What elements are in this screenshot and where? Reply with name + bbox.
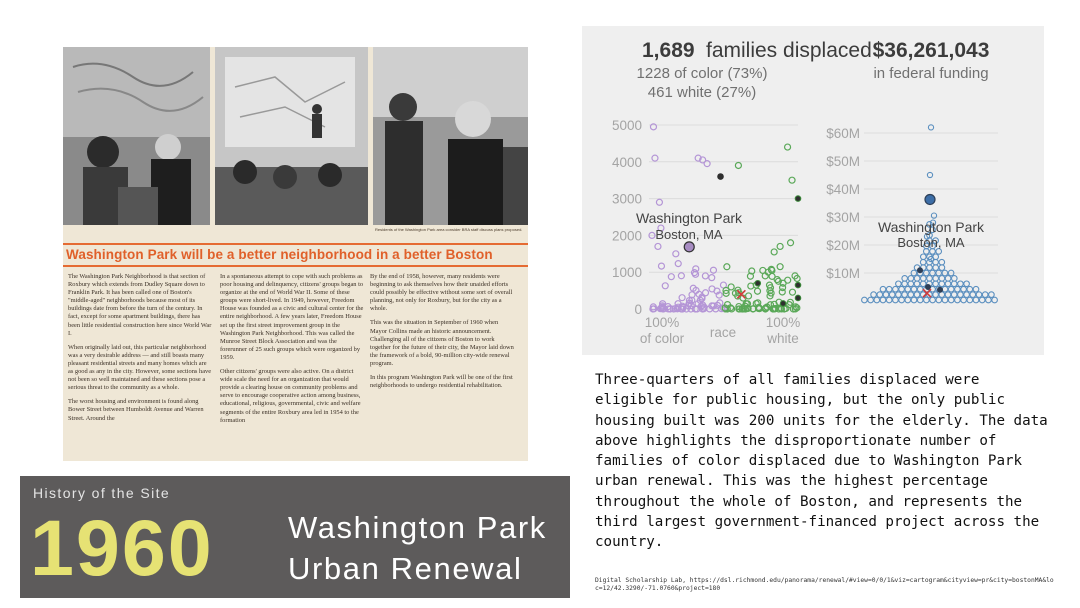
meeting-photo-3 [373,47,528,225]
data-point [961,286,967,292]
data-point [945,292,951,298]
data-point [939,276,945,282]
data-point [952,276,958,282]
white-families: 461 white (27%) [647,84,757,101]
brochure-headline: Washington Park will be a better neighborhood in a better Boston [66,247,493,262]
data-point [973,286,979,292]
data-point [902,281,908,287]
emphasis-point [780,301,786,307]
highlight-sublabel: Boston, MA [897,235,965,250]
data-point [927,265,933,271]
data-point [871,292,877,298]
data-point [908,281,914,287]
data-point [921,276,927,282]
banner-title-line-1: Washington Park [288,510,547,545]
data-point [958,281,964,287]
x-end-label: white [767,331,799,346]
data-point [902,292,908,298]
data-point [951,292,957,298]
meeting-photo-2 [215,47,368,225]
description-text: Three-quarters of all families displaced were eligible for public housing, but the only public housing built was 200 units for the elderly. The data above highlights the disproportionate number of families of color displaced due to Washington Park urban renewal. This was the highest percentage throughout the whole of Boston, and represents the third largest government-financed project across the country. [595,372,1048,551]
data-point [774,277,780,283]
data-point [896,292,902,298]
paragraph: In a spontaneous attempt to cope with such problems as poor housing and delinquency, citizens' groups began to organize at the end of World War II. Some of these groups were short-lived. In 1949, however, Freedom House was founded as a civic and cultural center for the entire neighborhood. A few years later, Freedom House set up the first street improvement group in the Washington Park Neighborhood. This was called the Munroe Street Block Association and was the forerunner of 25 such groups which were organized by 1959. [220,273,364,361]
y-tick-label: $20M [826,238,860,253]
y-tick-label: $50M [826,154,860,169]
data-point [886,297,892,303]
banner-year: 1960 [30,503,214,592]
data-point [951,281,957,287]
data-point [927,259,933,265]
paragraph: This was the situation in September of 1960 when Mayor Collins made an historic announcement. Challenging all of the citizens of Boston to work together for the future of their city, the Mayor laid down the framework of a bold, 90-million city-wide renewal program. [370,319,514,367]
data-point [939,281,945,287]
y-tick-label: $60M [826,126,860,141]
emphasis-point [926,285,931,290]
data-point [679,295,685,301]
data-point [939,265,945,271]
data-point [939,259,945,265]
data-point [893,286,899,292]
emphasis-point [795,196,801,202]
data-point [652,155,658,161]
data-point [914,292,920,298]
data-point [905,297,911,303]
data-point [862,297,868,303]
data-point [920,259,926,265]
data-point [921,254,927,260]
data-point [942,286,948,292]
data-point [979,297,985,303]
chart-svg [582,26,1044,355]
data-point [868,297,874,303]
data-point [880,297,886,303]
data-point [933,265,939,271]
data-point [945,281,951,287]
data-point [982,292,988,298]
data-point [777,243,783,249]
data-point [933,276,939,282]
headline-rule-bottom [63,265,528,267]
data-point [986,297,992,303]
title-banner [20,476,570,598]
data-point [933,292,939,298]
data-point [948,297,954,303]
headline-rule-top [63,243,528,245]
data-point [905,286,911,292]
data-point [970,292,976,298]
data-point [902,276,908,282]
paragraph: When originally laid out, this particular neighborhood was a very desirable address — and still boasts many pleasant residential streets and many homes which are as good as any in the city. However, some sections have not been so well maintained and these sections pose a serious threat to the community as a whole. [68,343,212,392]
data-point [964,292,970,298]
data-point [927,276,933,282]
data-point [675,261,681,267]
data-point [735,162,741,168]
data-point [920,281,926,287]
paragraph: Other citizens' groups were also active. On a district wide scale the need for an organization that would provide a clearing house on community problems and serve to encourage cooperative action among business, educational, religious, governmental, civic and welfare segments of the entire Roxbury area led in 1954 to the formation [220,368,361,424]
x-end-label: 100% [644,315,680,330]
paragraph: In this program Washington Park will be one of the first neighborhoods to undergo residential rehabilitation. [370,374,513,390]
washington-park-point [925,194,935,204]
y-tick-label: 5000 [611,118,642,133]
data-point [908,292,914,298]
data-point [930,297,936,303]
chart-panel [582,26,1044,355]
data-point [678,273,684,279]
data-point [755,288,761,294]
paragraph: By the end of 1958, however, many residents were beginning to ask themselves how their unaided efforts could possibly be effective without some sort of overall planning, not only for Roxbury, but for the city as a whole. [370,273,513,313]
data-point [658,263,664,269]
brochure-column-2 [220,273,365,431]
data-point [955,286,961,292]
families-count: 1,689 [642,39,695,62]
data-point [655,243,661,249]
data-point [889,292,895,298]
data-point [709,275,715,281]
y-tick-label: 4000 [611,154,642,170]
data-point [964,281,970,287]
emphasis-point [938,287,943,292]
data-point [917,297,923,303]
data-point [673,251,679,257]
data-point [976,292,982,298]
data-point [942,297,948,303]
data-point [928,125,933,130]
data-point [789,289,795,295]
data-point [945,276,951,282]
photo-caption: Residents of the Washington Park area consider BRA staff discuss plans proposed. [375,227,523,232]
data-point [668,274,674,280]
data-point [989,292,995,298]
data-point [908,276,914,282]
data-point [779,289,785,295]
data-point [973,297,979,303]
y-tick-label: $40M [826,182,860,197]
highlight-label: Washington Park [877,219,985,235]
paragraph: The Washington Park Neighborhood is that section of Roxbury which extends from Dudley Square down to Franklin Park. It has been called one of Boston's "middle-aged" neighborhoods because most of its buildings date from before the turn of the century. In fact, except for some apartment buildings, there has been little residential construction here since World War I. [68,273,212,337]
banner-title-line-2: Urban Renewal [288,551,523,586]
data-point [886,286,892,292]
x-axis-label: race [709,325,737,340]
data-point [893,297,899,303]
emphasis-point [918,268,923,273]
y-tick-label: 1000 [611,265,642,281]
meeting-photo-1 [63,47,210,225]
funding-amount: $36,261,043 [872,39,990,62]
data-point [936,297,942,303]
data-point [656,199,662,205]
highlight-sublabel: Boston, MA [655,227,723,242]
data-point [967,286,973,292]
funding-label: in federal funding [873,65,989,82]
families-scatter-chart [612,118,801,346]
funding-beeswarm-chart [826,125,998,303]
data-point [911,297,917,303]
highlight-label: Washington Park [635,210,743,226]
data-point [967,297,973,303]
data-point [914,276,920,282]
data-point [899,297,905,303]
data-point [911,286,917,292]
data-point [992,297,998,303]
x-end-label: 100% [765,315,801,330]
washington-park-point [684,242,694,252]
y-tick-label: 0 [634,302,642,317]
data-point [880,286,886,292]
source-credit: Digital Scholarship Lab, https://dsl.richmond.edu/panorama/renewal/#view=0/0/1&viz=cartogram&cityview=pr&city=bostonMA&loc=12/42.3290/-71.0760&project=180 [595,577,1054,592]
data-point [927,172,932,177]
emphasis-point [755,280,761,286]
y-tick-label: 3000 [611,191,642,207]
data-point [709,286,715,292]
data-point [702,273,708,279]
data-point [924,297,930,303]
x-end-label: of color [639,331,685,346]
data-point [948,286,954,292]
data-point [777,264,783,270]
data-point [958,292,964,298]
brochure-scan [63,47,528,461]
y-tick-label: $30M [826,210,860,225]
data-point [662,283,668,289]
brochure-column-3 [370,273,515,396]
data-point [877,292,883,298]
emphasis-point [718,174,724,180]
data-point [896,281,902,287]
emphasis-point [795,295,801,301]
data-point [724,264,730,270]
data-point [785,144,791,150]
paragraph: The worst housing and environment is found along Bower Street between Humboldt Avenue and Warren Street. Around the [68,398,204,422]
emphasis-point [795,282,801,288]
data-point [917,286,923,292]
data-point [961,297,967,303]
banner-kicker: History of the Site [33,485,171,501]
data-point [788,240,794,246]
data-point [933,281,939,287]
data-point [771,249,777,255]
y-tick-label: $10M [826,266,860,281]
brochure-column-1 [68,273,213,429]
data-point [899,286,905,292]
data-point [789,177,795,183]
data-point [883,292,889,298]
families-label: families displaced [706,39,872,62]
data-point [914,281,920,287]
data-point [874,297,880,303]
color-families: 1228 of color (73%) [636,65,768,82]
y-tick-label: 2000 [611,228,642,244]
data-point [955,297,961,303]
